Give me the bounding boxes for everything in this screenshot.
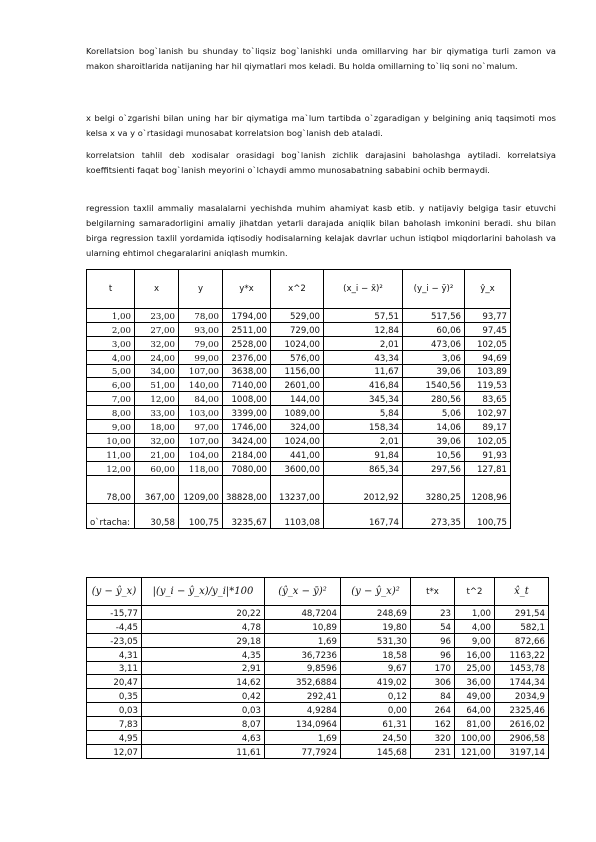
table1-cell: 5,84 (324, 406, 403, 420)
table2-cell: 4,95 (87, 731, 142, 745)
table1-cell: 11,67 (324, 364, 403, 378)
table-row (87, 461, 511, 475)
table1-cell: 27,00 (135, 322, 179, 336)
table2-header: |(y_i − ŷ_x)/y_i|*100 (142, 578, 265, 606)
table1-total-cell: 38828,00 (223, 475, 271, 503)
table-row (87, 322, 511, 336)
table2-cell: 2325,46 (495, 703, 549, 717)
table1-cell: 118,00 (179, 461, 223, 475)
table1-cell: 78,00 (179, 309, 223, 323)
table2-cell: 9,00 (455, 633, 495, 647)
table2-cell: 84 (411, 689, 455, 703)
table1-cell: 324,00 (271, 420, 324, 434)
table1-header: x (135, 270, 179, 309)
table1-cell: 107,00 (179, 434, 223, 448)
table2-cell: 0,03 (87, 703, 142, 717)
table1-cell: 3600,00 (271, 461, 324, 475)
table1-cell: 2376,00 (223, 350, 271, 364)
table1-average-cell: 30,58 (135, 503, 179, 528)
table2-cell: 2906,58 (495, 731, 549, 745)
table1-header: (x_i − x̄)² (324, 270, 403, 309)
table1-cell: 865,34 (324, 461, 403, 475)
table1-cell: 51,00 (135, 378, 179, 392)
table-row (87, 633, 549, 647)
table1-average-row (87, 503, 511, 528)
table1-average-cell: 167,74 (324, 503, 403, 528)
paragraph-correlation-analysis: korrelatsion tahlil deb xodisalar orasidagi bog`lanish zichlik darajasini baholashga aytiladi. korrelatsiya koeffitsienti faqat bog`lanish meyorini o`lchaydi ammo munosabatning sababini ochib bermaydi. (86, 150, 556, 175)
table-row (87, 336, 511, 350)
table1-cell: 127,81 (465, 461, 511, 475)
table2-cell: 4,00 (455, 619, 495, 633)
table1-cell: 11,00 (87, 447, 135, 461)
table2-cell: 231 (411, 744, 455, 758)
table2-cell: 121,00 (455, 744, 495, 758)
table2-cell: 4,9284 (265, 703, 341, 717)
table-row (87, 434, 511, 448)
table1-cell: 97,00 (179, 420, 223, 434)
table2-cell: 419,02 (341, 675, 411, 689)
table1-cell: 144,00 (271, 392, 324, 406)
table1-cell: 43,34 (324, 350, 403, 364)
table1-cell: 1024,00 (271, 434, 324, 448)
table-row (87, 420, 511, 434)
table1-average-cell: 1103,08 (271, 503, 324, 528)
table2-cell: 100,00 (455, 731, 495, 745)
table1-average-cell: 3235,67 (223, 503, 271, 528)
table1-cell: 517,56 (403, 309, 465, 323)
table1-cell: 8,00 (87, 406, 135, 420)
table1-cell: 3,06 (403, 350, 465, 364)
table2-cell: 162 (411, 717, 455, 731)
table1-cell: 1089,00 (271, 406, 324, 420)
table1-cell: 79,00 (179, 336, 223, 350)
table2-cell: 20,47 (87, 675, 142, 689)
table2-cell: -4,45 (87, 619, 142, 633)
table2-cell: 24,50 (341, 731, 411, 745)
table1-cell: 10,56 (403, 447, 465, 461)
table2-cell: 11,61 (142, 744, 265, 758)
table-row (87, 689, 549, 703)
table2-cell: 20,22 (142, 606, 265, 620)
table-row (87, 392, 511, 406)
table-row (87, 406, 511, 420)
table2-cell: 96 (411, 633, 455, 647)
table1-cell: 140,00 (179, 378, 223, 392)
table2-cell: 96 (411, 647, 455, 661)
table2-cell: 48,7204 (265, 606, 341, 620)
table1-cell: 1008,00 (223, 392, 271, 406)
table1-cell: 1,00 (87, 309, 135, 323)
table1-average-cell: 100,75 (465, 503, 511, 528)
table2-cell: 292,41 (265, 689, 341, 703)
table2-cell: -23,05 (87, 633, 142, 647)
table2-cell: 0,03 (142, 703, 265, 717)
table1-cell: 416,84 (324, 378, 403, 392)
table1-cell: 89,17 (465, 420, 511, 434)
table2-cell: 9,8596 (265, 661, 341, 675)
table1-cell: 2,01 (324, 434, 403, 448)
table1-cell: 12,00 (87, 461, 135, 475)
paragraph-correlation-definition: Korellatsion bog`lanish bu shunday to`liqsiz bog`lanishki unda omillarving har bir qiymatiga turli zamon va makon sharoitlarida natijaning har hil qiymatlari mos keladi. Bu holda omillarning to`liq soni no`malum. (86, 46, 556, 71)
table2-cell: 248,69 (341, 606, 411, 620)
table2-cell: 320 (411, 731, 455, 745)
table2-cell: 0,00 (341, 703, 411, 717)
table2-cell: 134,0964 (265, 717, 341, 731)
table1-total-cell: 2012,92 (324, 475, 403, 503)
table1-cell: 1794,00 (223, 309, 271, 323)
table2-cell: 64,00 (455, 703, 495, 717)
table1-header: ŷ_x (465, 270, 511, 309)
table2-cell: 81,00 (455, 717, 495, 731)
table2-cell: -15,77 (87, 606, 142, 620)
table1-cell: 3399,00 (223, 406, 271, 420)
table2-cell: 49,00 (455, 689, 495, 703)
table1-cell: 2511,00 (223, 322, 271, 336)
paragraph-correlation-relationship: x belgi o`zgarishi bilan uning har bir qiymatiga ma`lum tartibda o`zgaradigan y belgining aniq taqsimoti mos kelsa x va y o`rtasidagi munosabat korrelatsion bog`lanish deb ataladi. (86, 113, 556, 138)
table1-cell: 2184,00 (223, 447, 271, 461)
table2-cell: 531,30 (341, 633, 411, 647)
paragraph-regression-analysis: regression taxlil ammaliy masalalarni yechishda muhim ahamiyat kasb etib. y natijaviy belgiga tasir etuvchi belgilarning samaradorligini amaliy jihatdan yetarli darajada aniqlik bilan baholash imkonini beradi. shu bilan birga regression taxlil yordamida iqtisodiy hodisalarning kelajak davrlar uchun istiqbol miqdorlarini baholash va ularning ehtimol chegaralarini aniqlash mumkin. (86, 203, 556, 258)
table-row (87, 364, 511, 378)
table1-cell: 1156,00 (271, 364, 324, 378)
table-row (87, 744, 549, 758)
table2-cell: 0,12 (341, 689, 411, 703)
table2-cell: 4,35 (142, 647, 265, 661)
table1-header: x^2 (271, 270, 324, 309)
table-row (87, 447, 511, 461)
table1-cell: 14,06 (403, 420, 465, 434)
table2-cell: 145,68 (341, 744, 411, 758)
table1-cell: 6,00 (87, 378, 135, 392)
table2-header: t^2 (455, 578, 495, 606)
table1-cell: 3638,00 (223, 364, 271, 378)
table2-header: (ŷ_x − ȳ)² (265, 578, 341, 606)
table2-cell: 61,31 (341, 717, 411, 731)
table-row (87, 717, 549, 731)
table2-cell: 1,69 (265, 633, 341, 647)
table1-header: t (87, 270, 135, 309)
table-row (87, 703, 549, 717)
table1-cell: 60,06 (403, 322, 465, 336)
table-row (87, 731, 549, 745)
table2-cell: 23 (411, 606, 455, 620)
table2-cell: 352,6884 (265, 675, 341, 689)
table1-cell: 39,06 (403, 364, 465, 378)
table2-cell: 170 (411, 661, 455, 675)
table2-cell: 4,31 (87, 647, 142, 661)
table-row (87, 647, 549, 661)
table2-cell: 7,83 (87, 717, 142, 731)
table1-cell: 93,00 (179, 322, 223, 336)
table2-cell: 872,66 (495, 633, 549, 647)
table1-cell: 12,00 (135, 392, 179, 406)
table1-cell: 97,45 (465, 322, 511, 336)
table2-cell: 3197,14 (495, 744, 549, 758)
table1-total-cell: 1209,00 (179, 475, 223, 503)
table2-cell: 77,7924 (265, 744, 341, 758)
table1-cell: 2528,00 (223, 336, 271, 350)
table1-cell: 84,00 (179, 392, 223, 406)
table2-cell: 10,89 (265, 619, 341, 633)
table1-header: (y_i − ȳ)² (403, 270, 465, 309)
table1-cell: 576,00 (271, 350, 324, 364)
table1-cell: 107,00 (179, 364, 223, 378)
table1-cell: 93,77 (465, 309, 511, 323)
table1-cell: 2601,00 (271, 378, 324, 392)
table-row (87, 378, 511, 392)
table1-average-label: o`rtacha: (87, 503, 135, 528)
table2-cell: 18,58 (341, 647, 411, 661)
table2-cell: 14,62 (142, 675, 265, 689)
table1-cell: 103,00 (179, 406, 223, 420)
table1-cell: 12,84 (324, 322, 403, 336)
table-row (87, 661, 549, 675)
table1-total-cell: 13237,00 (271, 475, 324, 503)
table2-cell: 582,1 (495, 619, 549, 633)
table1-cell: 60,00 (135, 461, 179, 475)
table1-cell: 5,06 (403, 406, 465, 420)
table1-cell: 21,00 (135, 447, 179, 461)
table1-cell: 10,00 (87, 434, 135, 448)
table1-average-cell: 100,75 (179, 503, 223, 528)
table2-cell: 291,54 (495, 606, 549, 620)
table2-header: t*x (411, 578, 455, 606)
table2-cell: 2,91 (142, 661, 265, 675)
table1-cell: 7,00 (87, 392, 135, 406)
table2-cell: 36,00 (455, 675, 495, 689)
table2-cell: 1,69 (265, 731, 341, 745)
table1-cell: 7140,00 (223, 378, 271, 392)
table1-cell: 94,69 (465, 350, 511, 364)
table1-average-cell: 273,35 (403, 503, 465, 528)
table-row (87, 675, 549, 689)
table2-cell: 4,78 (142, 619, 265, 633)
table2-cell: 25,00 (455, 661, 495, 675)
table1-cell: 473,06 (403, 336, 465, 350)
table2-cell: 29,18 (142, 633, 265, 647)
table1-total-cell: 78,00 (87, 475, 135, 503)
table1-cell: 3424,00 (223, 434, 271, 448)
table1-cell: 102,05 (465, 336, 511, 350)
table1-cell: 99,00 (179, 350, 223, 364)
table2-cell: 0,42 (142, 689, 265, 703)
table1-cell: 3,00 (87, 336, 135, 350)
table1-cell: 91,84 (324, 447, 403, 461)
table2-cell: 3,11 (87, 661, 142, 675)
table2-cell: 306 (411, 675, 455, 689)
table1-cell: 32,00 (135, 434, 179, 448)
table1-cell: 9,00 (87, 420, 135, 434)
table1-cell: 39,06 (403, 434, 465, 448)
table2-cell: 264 (411, 703, 455, 717)
table2-header: (y − ŷ_x) (87, 578, 142, 606)
table2-cell: 36,7236 (265, 647, 341, 661)
table2-cell: 54 (411, 619, 455, 633)
table1-cell: 83,65 (465, 392, 511, 406)
table2-cell: 19,80 (341, 619, 411, 633)
table1-header: y*x (223, 270, 271, 309)
table1-cell: 32,00 (135, 336, 179, 350)
table1-header: y (179, 270, 223, 309)
table2-cell: 8,07 (142, 717, 265, 731)
table1-cell: 4,00 (87, 350, 135, 364)
table1-total-row (87, 475, 511, 503)
table2-cell: 1163,22 (495, 647, 549, 661)
table1-cell: 529,00 (271, 309, 324, 323)
table1-cell: 91,93 (465, 447, 511, 461)
table1-cell: 119,53 (465, 378, 511, 392)
table1-total-cell: 367,00 (135, 475, 179, 503)
table1-total-cell: 1208,96 (465, 475, 511, 503)
table1-cell: 2,01 (324, 336, 403, 350)
table-row (87, 619, 549, 633)
table1-cell: 18,00 (135, 420, 179, 434)
table1-cell: 102,05 (465, 434, 511, 448)
table2-cell: 16,00 (455, 647, 495, 661)
table2-cell: 12,07 (87, 744, 142, 758)
table2-cell: 1453,78 (495, 661, 549, 675)
table-row (87, 606, 549, 620)
table1-cell: 1540,56 (403, 378, 465, 392)
table1-cell: 57,51 (324, 309, 403, 323)
table1-cell: 297,56 (403, 461, 465, 475)
residuals-table (86, 577, 549, 759)
table-row (87, 350, 511, 364)
table1-cell: 441,00 (271, 447, 324, 461)
table2-cell: 1,00 (455, 606, 495, 620)
table2-header: (y − ŷ_x)² (341, 578, 411, 606)
table2-cell: 4,63 (142, 731, 265, 745)
table2-cell: 1744,34 (495, 675, 549, 689)
table1-cell: 104,00 (179, 447, 223, 461)
table1-cell: 103,89 (465, 364, 511, 378)
table1-cell: 1024,00 (271, 336, 324, 350)
table1-cell: 7080,00 (223, 461, 271, 475)
table1-cell: 280,56 (403, 392, 465, 406)
table1-cell: 34,00 (135, 364, 179, 378)
table2-header: x̂_t (495, 578, 549, 606)
table1-cell: 102,97 (465, 406, 511, 420)
table2-cell: 2034,9 (495, 689, 549, 703)
table1-cell: 24,00 (135, 350, 179, 364)
table1-cell: 729,00 (271, 322, 324, 336)
table2-cell: 0,35 (87, 689, 142, 703)
table1-cell: 23,00 (135, 309, 179, 323)
table1-cell: 5,00 (87, 364, 135, 378)
table1-cell: 2,00 (87, 322, 135, 336)
table-row (87, 309, 511, 323)
table1-cell: 158,34 (324, 420, 403, 434)
regression-table (86, 269, 511, 529)
table2-cell: 2616,02 (495, 717, 549, 731)
table1-cell: 33,00 (135, 406, 179, 420)
table2-cell: 9,67 (341, 661, 411, 675)
table1-cell: 1746,00 (223, 420, 271, 434)
table1-total-cell: 3280,25 (403, 475, 465, 503)
table1-cell: 345,34 (324, 392, 403, 406)
